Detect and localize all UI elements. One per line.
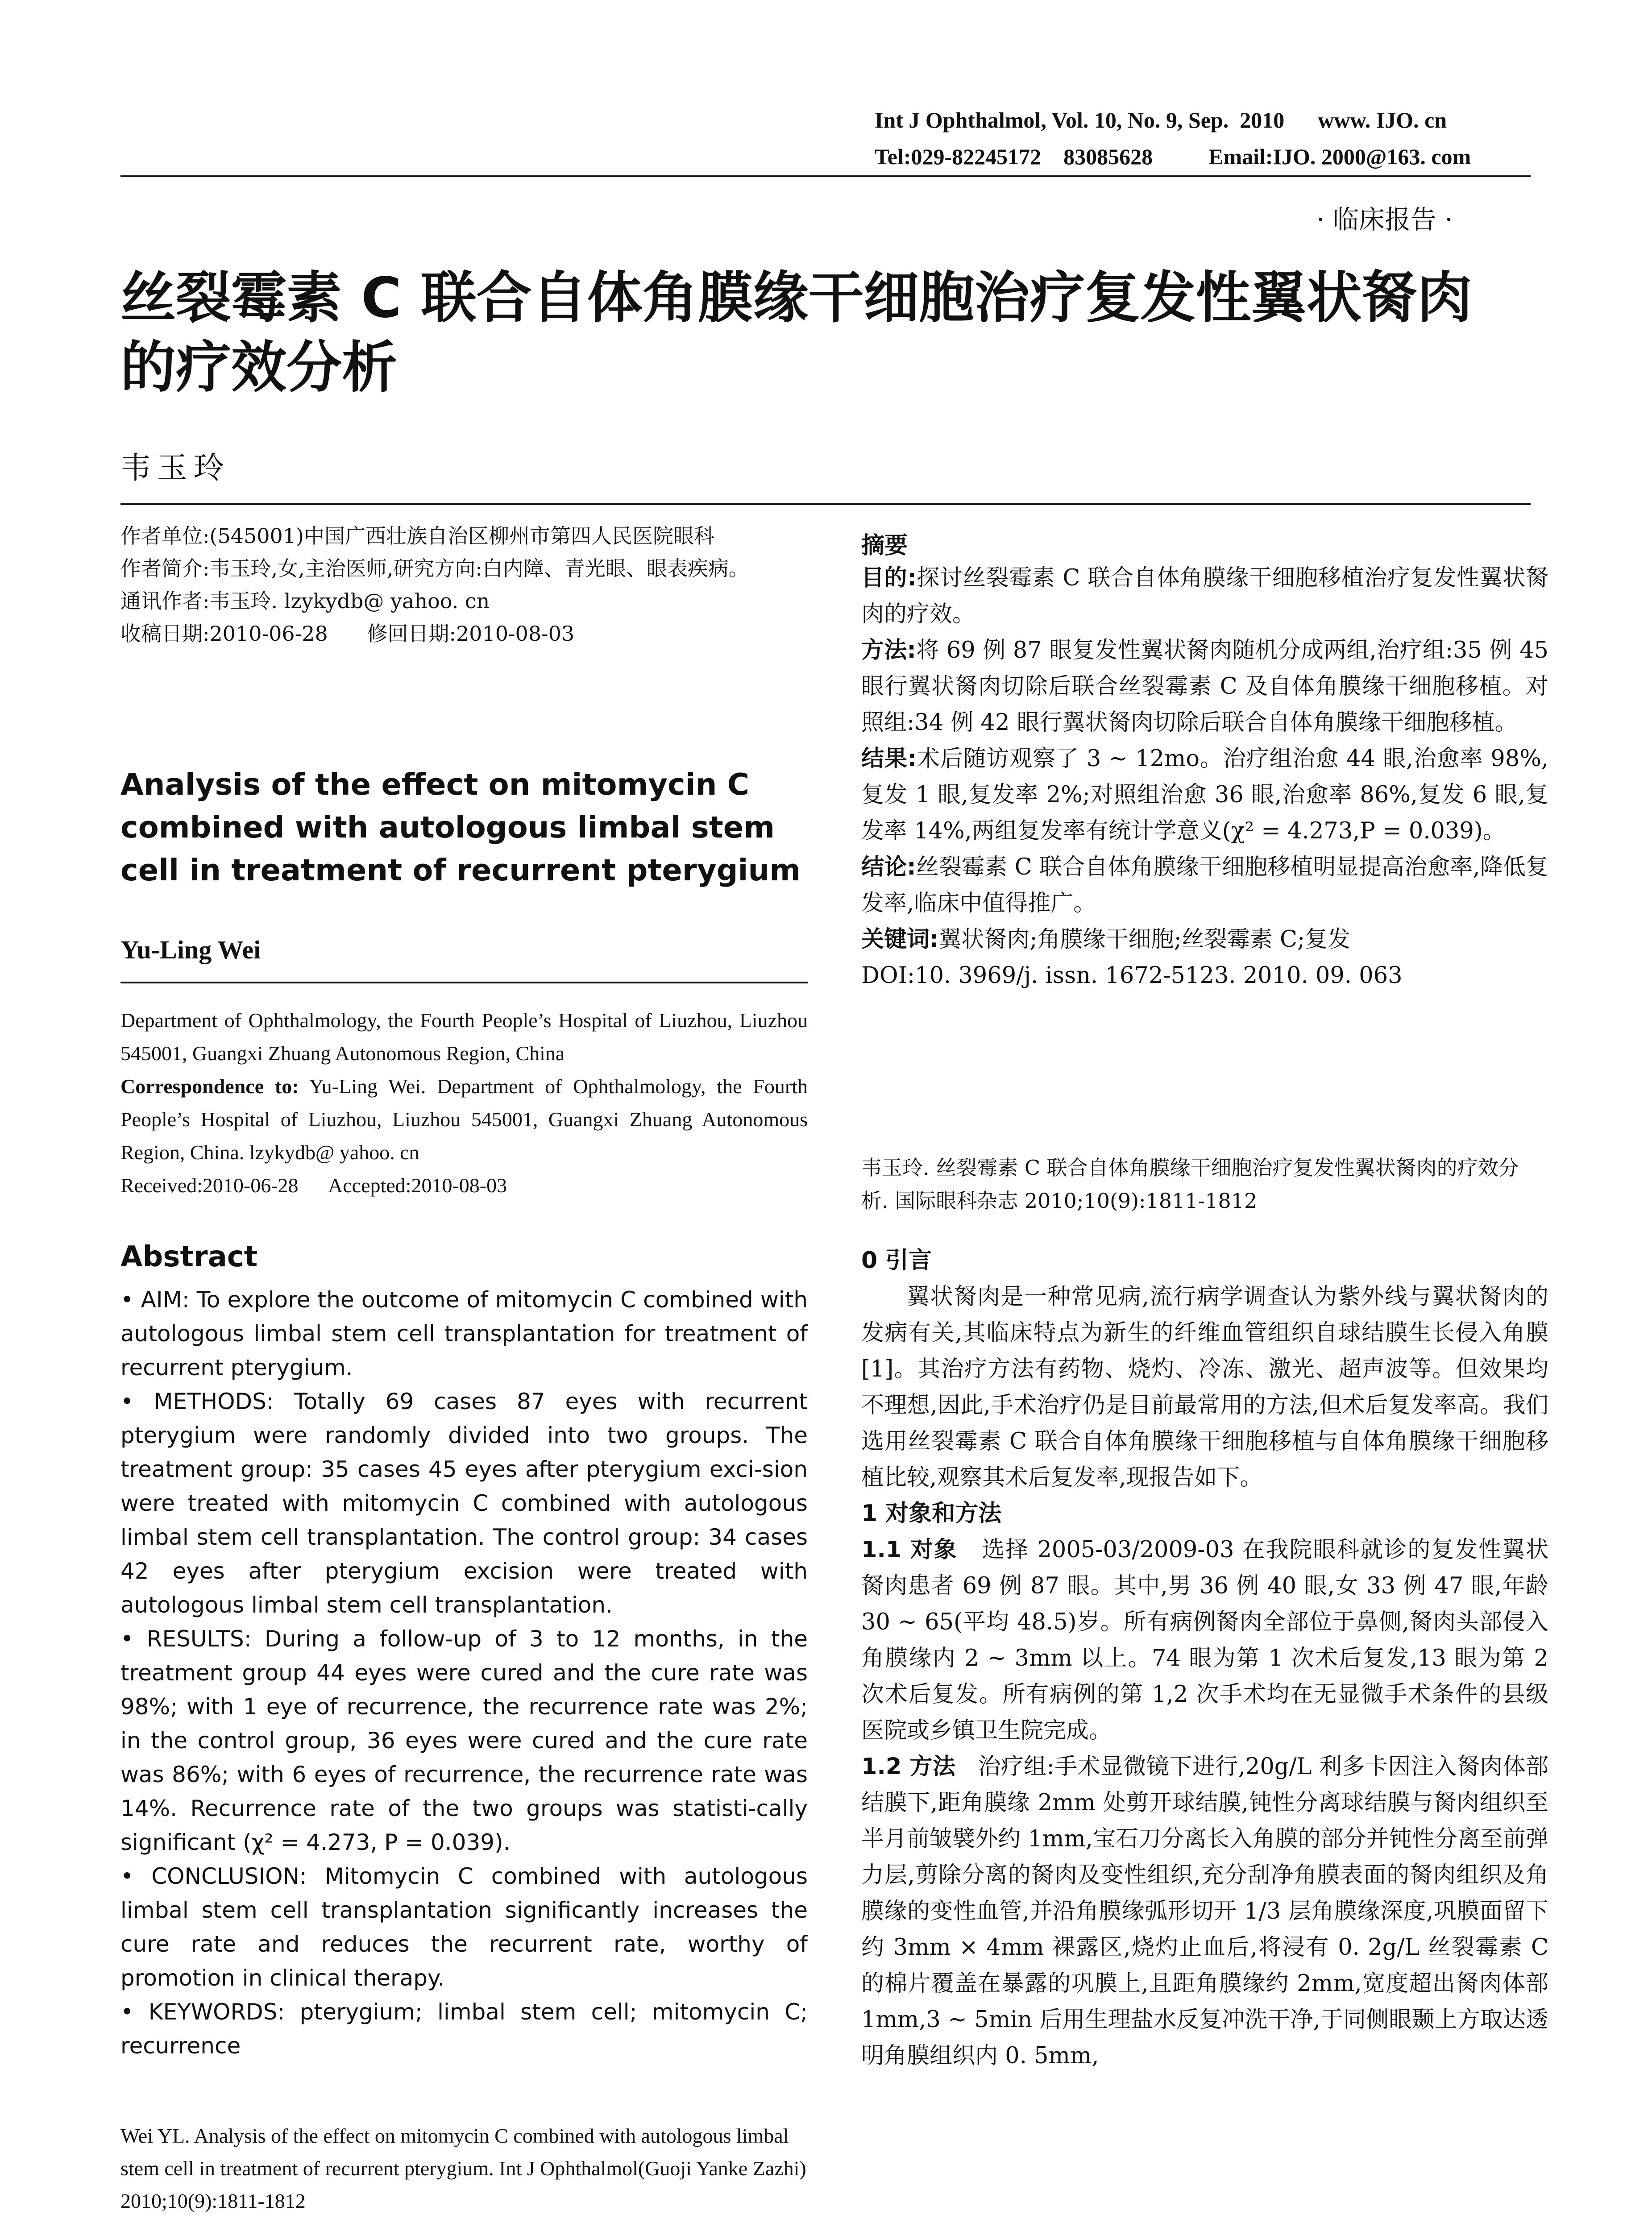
- conclusion-text: 丝裂霉素 C 联合自体角膜缘干细胞移植明显提高治愈率,降低复发率,临床中值得推广。: [861, 854, 1548, 916]
- citation-cn: 韦玉玲. 丝裂霉素 C 联合自体角膜缘干细胞治疗复发性翼状胬肉的疗效分析. 国际眼科杂志 2010;10(9):1811-1812: [861, 1156, 1519, 1213]
- procedure-paragraph: [861, 1749, 1548, 2074]
- intro-paragraph: 翼状胬肉是一种常见病,流行病学调查认为紫外线与翼状胬肉的发病有关,其临床特点为新生的纤维血管组织自球结膜生长侵入角膜[1]。其治疗方法有药物、烧灼、冷冻、激光、超声波等。但效果均不理想,因此,手术治疗仍是目前最常用的方法,但术后复发率高。我们选用丝裂霉素 C 联合自体角膜缘干细胞移植与自体角膜缘干细胞移植比较,观察其术后复发率,现报告如下。: [861, 1284, 1548, 1491]
- meta-correspondence: 通讯作者:韦玉玲. lzykydb@ yahoo. cn: [120, 589, 490, 613]
- title-en: Analysis of the effect on mitomycin C combined with autologous limbal stem cell in treatment of recurrent pterygium: [120, 767, 801, 887]
- correspondence-text: Yu-Ling Wei. Department of Ophthalmology, the Fourth People’s Hospital of Liuzhou, Liuzhou 545001, Guangxi Zhuang Autonomous Region, China. lzykydb@ yahoo. cn: [120, 1075, 808, 1164]
- keywords-label: 关键词:: [861, 926, 939, 953]
- header-rule: [120, 175, 1531, 177]
- abstract-en-results: • RESULTS: During a follow-up of 3 to 12 months, in the treatment group 44 eyes were cured and the cure rate was 98%; with 1 eye of recurrence, the recurrence rate was 2%; in the control group, 36 eyes were cured and the cure rate was 86%; with 6 eyes of recurrence, the recurrence rate was 14%. Recurrence rate of the two groups was statisti-cally significant (χ² = 4.273, P = 0.039).: [120, 1626, 808, 1855]
- author-rule: [120, 503, 1531, 505]
- abstract-cn-heading: 摘要: [861, 532, 908, 559]
- abstract-cn-conclusion: [861, 849, 1548, 921]
- abstract-cn-body: [861, 560, 1548, 994]
- affiliation-correspondence: [120, 1070, 808, 1169]
- journal-header-line1: Int J Ophthalmol, Vol. 10, No. 9, Sep. 2010 www. IJO. cn: [875, 108, 1447, 133]
- abstract-cn-keywords: [861, 921, 1548, 958]
- subjects-text: 选择 2005-03/2009-03 在我院眼科就诊的复发性翼状胬肉患者 69 例 87 眼。其中,男 36 例 40 眼,女 33 例 47 眼,年龄 30 ~ 65(平均 48.5)岁。所有病例胬肉全部位于鼻侧,胬肉头部侵入角膜缘内 2 ~ 3mm 以上。74 眼为第 1 次术后复发,13 眼为第 2 次术后复发。所有病例的第 1,2 次手术均在无显微手术条件的县级医院或乡镇卫生院完成。: [861, 1537, 1548, 1744]
- abstract-en-heading: Abstract: [120, 1240, 258, 1273]
- meta-bio: 作者简介:韦玉玲,女,主治医师,研究方向:白内障、青光眼、眼表疾病。: [120, 556, 749, 581]
- journal-header-line2: Tel:029-82245172 83085628 Email:IJO. 2000@163. com: [875, 144, 1471, 169]
- methods-label: 方法:: [861, 637, 916, 663]
- affiliation-dept: Department of Ophthalmology, the Fourth People’s Hospital of Liuzhou, Liuzhou 545001, Guangxi Zhuang Autonomous Region, China: [120, 1009, 808, 1065]
- procedure-text: 治疗组:手术显微镜下进行,20g/L 利多卡因注入胬肉体部结膜下,距角膜缘 2mm 处剪开球结膜,钝性分离球结膜与胬肉组织至半月前皱襞外约 1mm,宝石刀分离长入角膜的部分并钝性分离至前弹力层,剪除分离的胬肉及变性组织,充分刮净角膜表面的胬肉组织及角膜缘的变性血管,并沿角膜缘弧形切开 1/3 层角膜缘深度,巩膜面留下约 3mm × 4mm 裸露区,烧灼止血后,将浸有 0. 2g/L 丝裂霉素 C 的棉片覆盖在暴露的巩膜上,且距角膜缘约 2mm,宽度超出胬肉体部 1mm,3 ~ 5min 后用生理盐水反复冲洗干净,于同侧眼颞上方取达透明角膜组织内 0. 5mm,: [861, 1754, 1549, 2069]
- aim-label: 目的:: [861, 565, 917, 591]
- correspondence-label: Correspondence to:: [120, 1075, 299, 1098]
- keywords-text: 翼状胬肉;角膜缘干细胞;丝裂霉素 C;复发: [938, 926, 1351, 953]
- subjects-label: 1.1 对象: [861, 1537, 958, 1563]
- abstract-en-conclusion: • CONCLUSION: Mitomycin C combined with autologous limbal stem cell transplantation significantly increases the cure rate and reduces the recurrent rate, worthy of promotion in clinical therapy.: [120, 1863, 808, 1991]
- intro-heading: 0 引言: [861, 1247, 932, 1274]
- affiliation-en: [120, 1004, 808, 1202]
- abstract-cn-results: [861, 741, 1548, 849]
- abstract-en-keywords: • KEYWORDS: pterygium; limbal stem cell; mitomycin C; recurrence: [120, 1999, 808, 2059]
- methods-text: 将 69 例 87 眼复发性翼状胬肉随机分成两组,治疗组:35 例 45 眼行翼状胬肉切除后联合丝裂霉素 C 及自体角膜缘干细胞移植。对照组:34 例 42 眼行翼状胬肉切除后联合自体角膜缘干细胞移植。: [861, 637, 1548, 736]
- abstract-cn-aim: [861, 560, 1548, 632]
- author-meta: [120, 520, 803, 650]
- received-accepted: Received:2010-06-28 Accepted:2010-08-03: [120, 1174, 507, 1197]
- abstract-cn-methods: [861, 632, 1548, 741]
- meta-dates: 收稿日期:2010-06-28 修回日期:2010-08-03: [120, 622, 575, 646]
- methods-heading: 1 对象和方法: [861, 1500, 1002, 1527]
- author-en: Yu-Ling Wei: [120, 935, 261, 964]
- subjects-paragraph: [861, 1532, 1548, 1749]
- abstract-en-methods: • METHODS: Totally 69 cases 87 eyes with recurrent pterygium were randomly divided into two groups. The treatment group: 35 cases 45 eyes after pterygium exci-sion were treated with mitomycin C combined with autologous limbal stem cell transplantation. The control group: 34 cases 42 eyes after pterygium excision were treated with autologous limbal stem cell transplantation.: [120, 1389, 808, 1618]
- meta-affiliation: 作者单位:(545001)中国广西壮族自治区柳州市第四人民医院眼科: [120, 524, 714, 548]
- en-author-rule: [120, 982, 808, 983]
- doi: DOI:10. 3969/j. issn. 1672-5123. 2010. 09. 063: [861, 962, 1403, 989]
- title-cn-line1: 丝裂霉素 C 联合自体角膜缘干细胞治疗复发性翼状胬肉: [120, 266, 1473, 330]
- body-text: [861, 1243, 1548, 2074]
- abstract-en-aim: • AIM: To explore the outcome of mitomycin C combined with autologous limbal stem cell transplantation for treatment of recurrent pterygium.: [120, 1287, 808, 1381]
- section-tag: · 临床报告 ·: [1316, 204, 1453, 235]
- title-cn-line2: 的疗效分析: [120, 336, 398, 400]
- results-text: 术后随访观察了 3 ~ 12mo。治疗组治愈 44 眼,治愈率 98%,复发 1 眼,复发率 2%;对照组治愈 36 眼,治愈率 86%,复发 6 眼,复发率 14%,两组复发率有统计学意义(χ² = 4.273,P = 0.039)。: [861, 746, 1548, 844]
- aim-text: 探讨丝裂霉素 C 联合自体角膜缘干细胞移植治疗复发性翼状胬肉的疗效。: [861, 565, 1548, 627]
- citation-en: Wei YL. Analysis of the effect on mitomycin C combined with autologous limbal stem cell in treatment of recurrent pterygium. Int J Ophthalmol(Guoji Yanke Zazhi) 2010;10(9):1811-1812: [120, 2124, 806, 2212]
- abstract-en-body: [120, 1283, 808, 2063]
- results-label: 结果:: [861, 746, 917, 772]
- title-cn: [120, 263, 1548, 402]
- conclusion-label: 结论:: [861, 854, 916, 880]
- procedure-label: 1.2 方法: [861, 1754, 956, 1780]
- author-cn: 韦玉玲: [120, 451, 231, 486]
